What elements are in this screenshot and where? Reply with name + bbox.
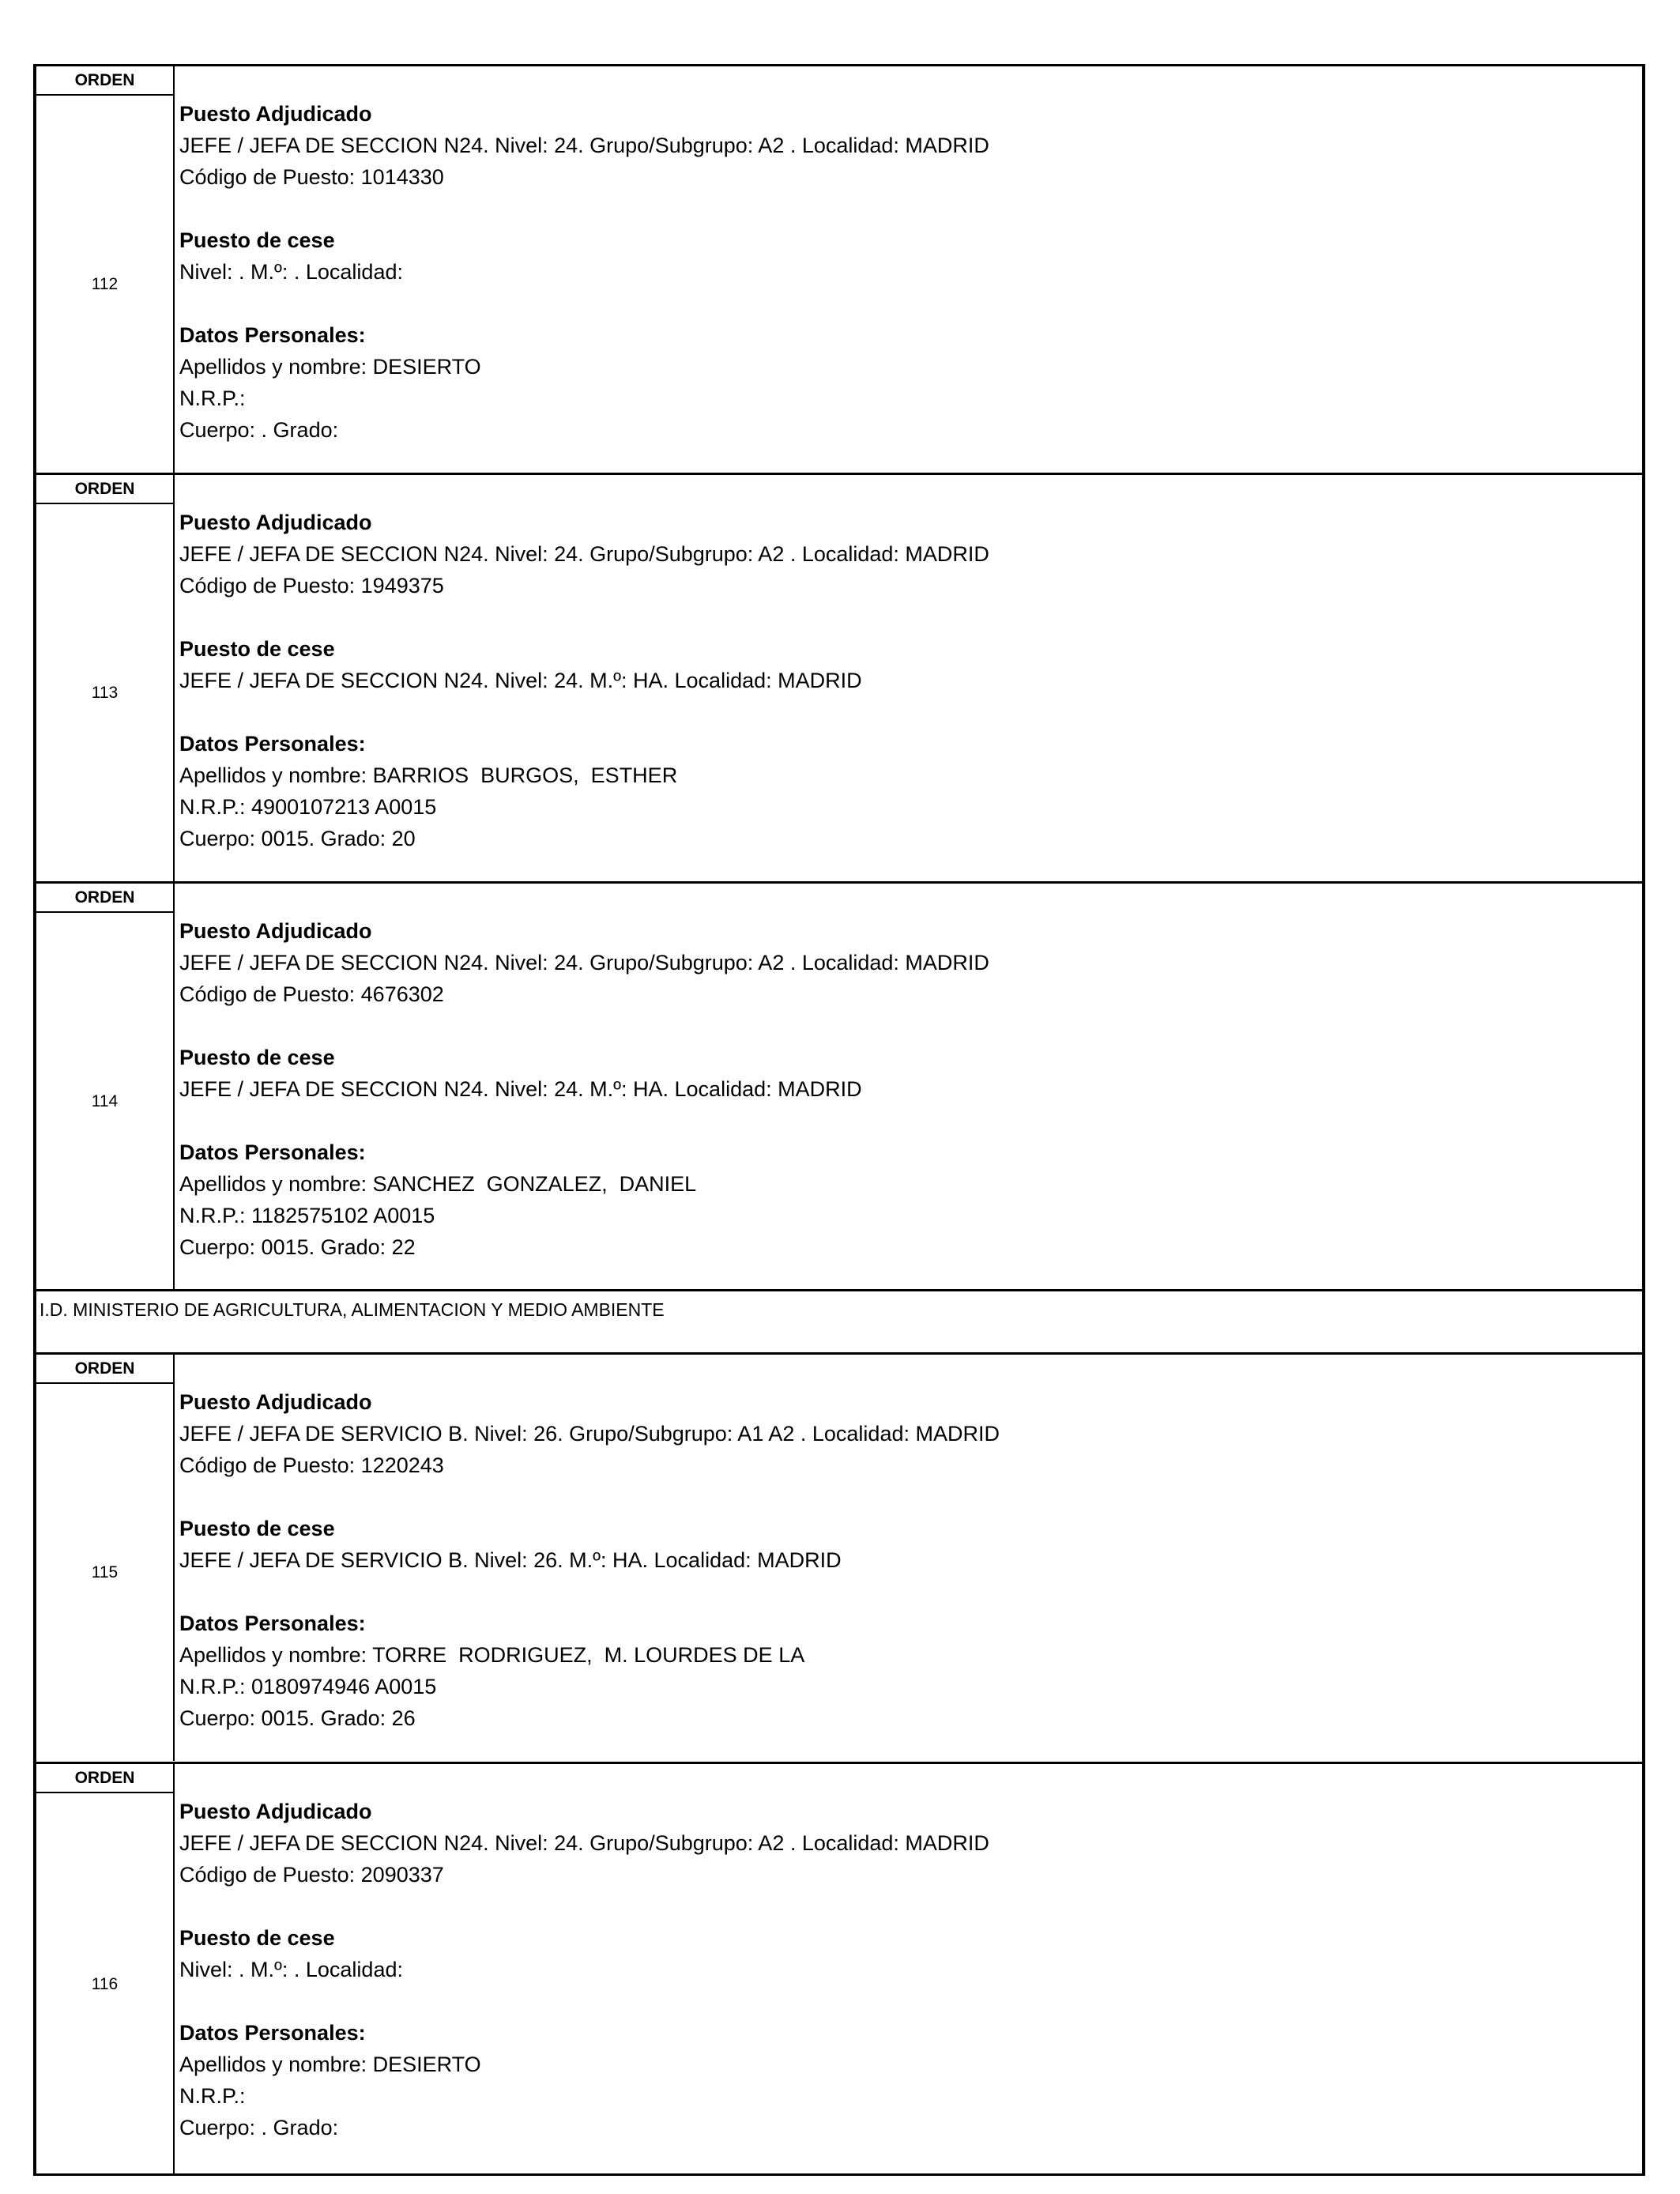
cuerpo-grado: Cuerpo: 0015. Grado: 20 [179, 827, 416, 850]
codigo-puesto: Código de Puesto: 1014330 [179, 165, 444, 189]
entry-116 [36, 1762, 1642, 2176]
orden-number: 112 [91, 274, 119, 293]
orden-number: 114 [91, 1091, 119, 1110]
heading-puesto-cese: Puesto de cese [179, 1046, 335, 1069]
puesto-cese: JEFE / JEFA DE SERVICIO B. Nivel: 26. M.º: HA. Localidad: MADRID [179, 1548, 842, 1572]
orden-column [36, 1764, 175, 2176]
nrp: N.R.P.: 0180974946 A0015 [179, 1675, 437, 1698]
puesto-adjudicado: JEFE / JEFA DE SECCION N24. Nivel: 24. Grupo/Subgrupo: A2 . Localidad: MADRID [179, 542, 989, 566]
apellidos-nombre: Apellidos y nombre: BARRIOS BURGOS, ESTHER [179, 763, 678, 787]
cuerpo-grado: Cuerpo: 0015. Grado: 26 [179, 1706, 416, 1730]
orden-header: ORDEN [36, 884, 173, 913]
orden-number: 113 [91, 683, 119, 702]
nrp: N.R.P.: 1182575102 A0015 [179, 1204, 435, 1227]
codigo-puesto: Código de Puesto: 1949375 [179, 574, 444, 598]
heading-datos-personales: Datos Personales: [179, 2021, 366, 2045]
apellidos-nombre: Apellidos y nombre: SANCHEZ GONZALEZ, DANIEL [179, 1172, 697, 1196]
codigo-puesto: Código de Puesto: 1220243 [179, 1453, 444, 1477]
heading-puesto-adjudicado: Puesto Adjudicado [179, 1390, 372, 1414]
puesto-cese: JEFE / JEFA DE SECCION N24. Nivel: 24. M.º: HA. Localidad: MADRID [179, 1077, 862, 1101]
heading-puesto-adjudicado: Puesto Adjudicado [179, 1800, 372, 1823]
puesto-adjudicado: JEFE / JEFA DE SECCION N24. Nivel: 24. Grupo/Subgrupo: A2 . Localidad: MADRID [179, 951, 989, 974]
orden-column [36, 1355, 175, 1761]
apellidos-nombre: Apellidos y nombre: TORRE RODRIGUEZ, M. LOURDES DE LA [179, 1643, 805, 1667]
orden-header: ORDEN [36, 1355, 173, 1384]
orden-column [36, 475, 175, 881]
heading-puesto-cese: Puesto de cese [179, 637, 335, 661]
codigo-puesto: Código de Puesto: 4676302 [179, 982, 444, 1006]
puesto-adjudicado: JEFE / JEFA DE SECCION N24. Nivel: 24. Grupo/Subgrupo: A2 . Localidad: MADRID [179, 1831, 989, 1855]
puesto-adjudicado: JEFE / JEFA DE SERVICIO B. Nivel: 26. Grupo/Subgrupo: A1 A2 . Localidad: MADRID [179, 1422, 1000, 1446]
entry-113 [36, 473, 1642, 881]
cuerpo-grado: Cuerpo: . Grado: [179, 2116, 339, 2139]
orden-number: 115 [91, 1563, 119, 1581]
ministry-header-row [36, 1289, 1642, 1352]
puesto-cese: JEFE / JEFA DE SECCION N24. Nivel: 24. M.º: HA. Localidad: MADRID [179, 669, 862, 692]
entry-112 [36, 64, 1642, 473]
document-table [33, 64, 1645, 2176]
entry-content [179, 98, 1634, 446]
codigo-puesto: Código de Puesto: 2090337 [179, 1863, 444, 1887]
heading-puesto-adjudicado: Puesto Adjudicado [179, 102, 372, 126]
orden-header: ORDEN [36, 66, 173, 96]
heading-datos-personales: Datos Personales: [179, 732, 366, 756]
nrp: N.R.P.: 4900107213 A0015 [179, 795, 437, 819]
puesto-cese: Nivel: . M.º: . Localidad: [179, 260, 403, 284]
entry-content [179, 915, 1634, 1263]
cuerpo-grado: Cuerpo: 0015. Grado: 22 [179, 1235, 416, 1259]
nrp: N.R.P.: [179, 386, 246, 410]
orden-column [36, 66, 175, 473]
heading-datos-personales: Datos Personales: [179, 323, 366, 347]
entry-114 [36, 881, 1642, 1290]
apellidos-nombre: Apellidos y nombre: DESIERTO [179, 2053, 481, 2076]
entry-content [179, 507, 1634, 854]
orden-column [36, 884, 175, 1290]
orden-header: ORDEN [36, 1764, 173, 1793]
heading-datos-personales: Datos Personales: [179, 1612, 366, 1635]
puesto-adjudicado: JEFE / JEFA DE SECCION N24. Nivel: 24. Grupo/Subgrupo: A2 . Localidad: MADRID [179, 134, 989, 157]
cuerpo-grado: Cuerpo: . Grado: [179, 418, 339, 442]
orden-header: ORDEN [36, 475, 173, 504]
nrp: N.R.P.: [179, 2084, 246, 2108]
heading-datos-personales: Datos Personales: [179, 1140, 366, 1164]
entry-content [179, 1386, 1634, 1734]
heading-puesto-cese: Puesto de cese [179, 1517, 335, 1540]
puesto-cese: Nivel: . M.º: . Localidad: [179, 1958, 403, 1981]
heading-puesto-cese: Puesto de cese [179, 1926, 335, 1950]
heading-puesto-cese: Puesto de cese [179, 228, 335, 252]
heading-puesto-adjudicado: Puesto Adjudicado [179, 919, 372, 943]
heading-puesto-adjudicado: Puesto Adjudicado [179, 511, 372, 534]
apellidos-nombre: Apellidos y nombre: DESIERTO [179, 355, 481, 379]
orden-number: 116 [91, 1975, 119, 1993]
entry-content [179, 1796, 1634, 2143]
entry-115 [36, 1352, 1642, 1761]
ministry-name: I.D. MINISTERIO DE AGRICULTURA, ALIMENTACION Y MEDIO AMBIENTE [40, 1299, 665, 1320]
